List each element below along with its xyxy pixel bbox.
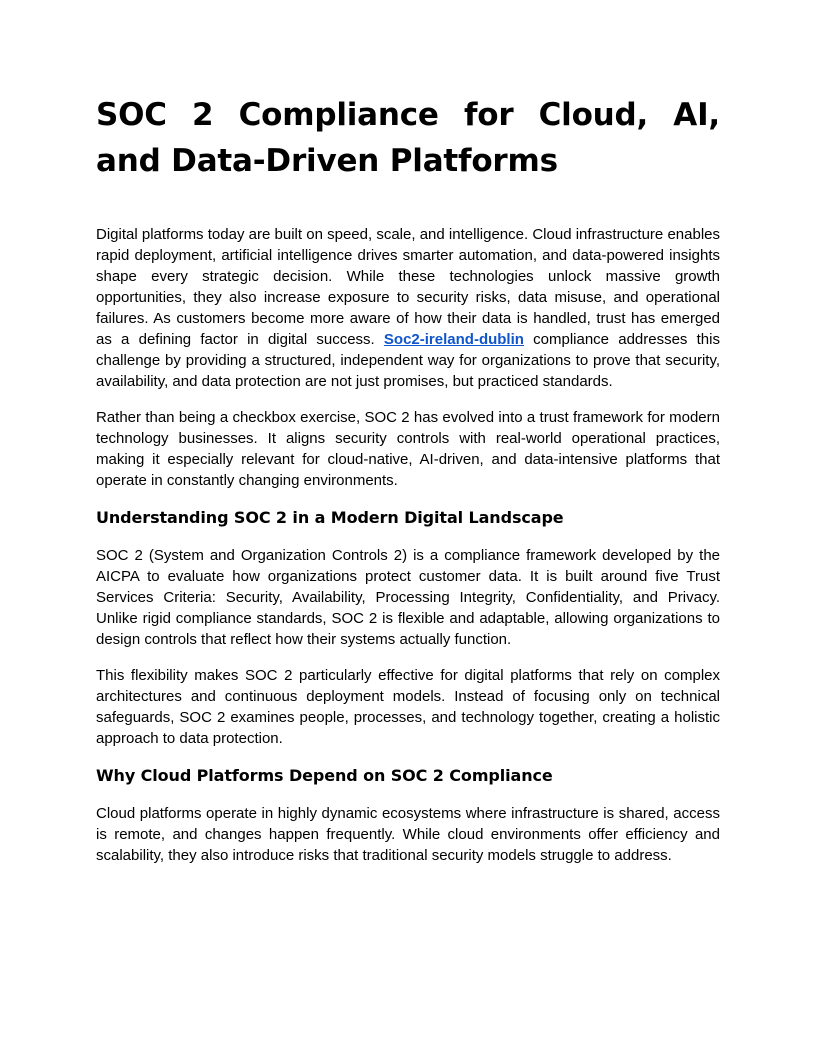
soc2-ireland-dublin-link[interactable]: Soc2-ireland-dublin — [383, 331, 524, 348]
cloud-platforms-paragraph: Cloud platforms operate in highly dynamic ecosystems where infrastructure is shared, access is remote, and changes happen frequently. While cloud environments offer efficiency and scalability, they also introduce risks that traditional security models struggle to address. — [96, 805, 720, 864]
document-page — [96, 92, 720, 866]
soc2-flexibility-paragraph: This flexibility makes SOC 2 particularly effective for digital platforms that rely on complex architectures and continuous deployment models. Instead of focusing only on technical safeguards, SOC 2 examines people, processes, and technology together, creating a holistic approach to data protection. — [96, 667, 720, 747]
section-heading-understanding-soc2: Understanding SOC 2 in a Modern Digital Landscape — [96, 508, 564, 527]
soc2-definition-paragraph: SOC 2 (System and Organization Controls 2) is a compliance framework developed by the AICPA to evaluate how organizations protect customer data. It is built around five Trust Services Criteria: Security, Availability, Processing Integrity, Confidentiality, and Privacy. Unlike rigid compliance standards, SOC 2 is flexible and adaptable, allowing organizations to design controls that reflect how their systems actually function. — [96, 547, 720, 648]
section-heading-cloud-platforms: Why Cloud Platforms Depend on SOC 2 Compliance — [96, 766, 553, 785]
intro-paragraph — [96, 224, 720, 392]
intro-text-before-link: Digital platforms today are built on speed, scale, and intelligence. Cloud infrastructure enables rapid deployment, artificial intelligence drives smarter automation, and data-powered insights shape every strategic decision. While these technologies unlock massive growth opportunities, they also increase exposure to security risks, data misuse, and operational failures. As customers become more aware of how their data is handled, trust has emerged as a defining factor in digital success. — [96, 226, 720, 348]
intro-text-after-link: compliance addresses this challenge by providing a structured, independent way for organizations to prove that security, availability, and data protection are not just promises, but practiced standards. — [96, 331, 720, 390]
trust-framework-paragraph: Rather than being a checkbox exercise, SOC 2 has evolved into a trust framework for modern technology businesses. It aligns security controls with real-world operational practices, making it especially relevant for cloud-native, AI-driven, and data-intensive platforms that operate in constantly changing environments. — [96, 409, 720, 489]
document-title: SOC 2 Compliance for Cloud, AI, and Data-Driven Platforms — [96, 97, 720, 179]
